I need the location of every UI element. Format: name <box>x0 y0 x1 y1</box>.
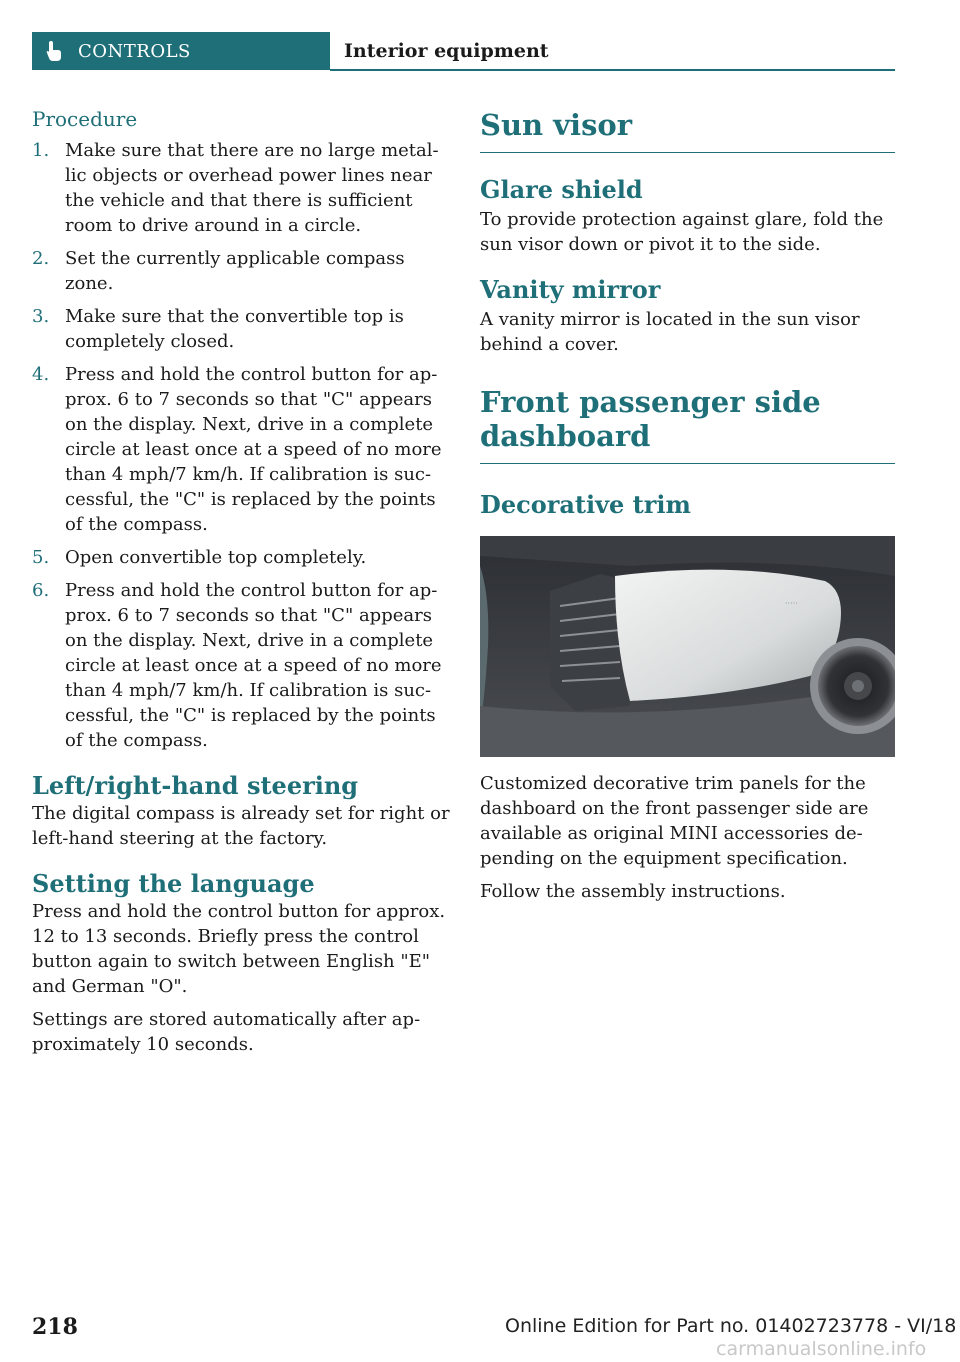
right-column <box>480 106 895 912</box>
section-rule <box>480 152 895 153</box>
trim-heading: Decorative trim <box>480 490 691 519</box>
sun-visor-heading: Sun visor <box>480 108 633 142</box>
procedure-steps <box>32 138 450 753</box>
trim-instructions: Follow the assembly instructions. <box>480 881 786 902</box>
step-text: Press and hold the control button for approx. 6 to 7 seconds so that "C" appears on the display. Next, drive in a complete circle at least once at a speed of no more than 4 mph/7 km/h. If calibration is successful, the "C" is replaced by the points of the compass. <box>65 364 442 535</box>
pointing-hand-icon <box>42 39 66 63</box>
list-item <box>32 545 450 570</box>
decorative-trim-photo <box>480 536 895 757</box>
step-number: 3. <box>32 306 50 327</box>
list-item <box>32 246 450 296</box>
section-label: CONTROLS <box>78 40 191 62</box>
glare-heading: Glare shield <box>480 175 643 204</box>
step-text: Make sure that the convertible top is completely closed. <box>65 306 404 352</box>
trim-text: Customized decorative trim panels for the dashboard on the front passenger side are available as original MINI accessories depending on the equipment specification. <box>480 773 869 869</box>
dashboard-heading: Front passenger side dashboard <box>480 385 821 453</box>
svg-text:·····: ····· <box>785 599 798 608</box>
vanity-text: A vanity mirror is located in the sun visor behind a cover. <box>480 309 860 355</box>
watermark: carmanualsonline.info <box>716 1338 927 1360</box>
step-number: 2. <box>32 248 50 269</box>
step-number: 6. <box>32 580 50 601</box>
language-heading: Setting the language <box>32 869 315 898</box>
glare-text: To provide protection against glare, fold the sun visor down or pivot it to the side. <box>480 209 884 255</box>
page-header <box>32 32 895 71</box>
step-number: 5. <box>32 547 50 568</box>
procedure-heading: Procedure <box>32 107 138 131</box>
section-rule <box>480 463 895 464</box>
section-tab <box>32 32 330 70</box>
chapter-title: Interior equipment <box>344 40 549 62</box>
step-number: 1. <box>32 140 50 161</box>
vanity-heading: Vanity mirror <box>480 275 661 304</box>
step-text: Press and hold the control button for approx. 6 to 7 seconds so that "C" appears on the display. Next, drive in a complete circle at least once at a speed of no more than 4 mph/7 km/h. If calibration is successful, the "C" is replaced by the points of the compass. <box>65 580 442 751</box>
header-rule <box>330 69 895 71</box>
list-item <box>32 578 450 753</box>
step-text: Open convertible top completely. <box>65 547 367 568</box>
language-text: Press and hold the control button for approx. 12 to 13 seconds. Briefly press the control button again to switch between English "E" and German "O". <box>32 901 446 997</box>
steering-text: The digital compass is already set for right or left-hand steering at the factory. <box>32 803 450 849</box>
list-item <box>32 362 450 537</box>
left-column <box>32 106 450 1065</box>
step-number: 4. <box>32 364 50 385</box>
language-note: Settings are stored automatically after approximately 10 seconds. <box>32 1009 421 1055</box>
step-text: Set the currently applicable compass zone. <box>65 248 405 294</box>
list-item <box>32 138 450 238</box>
list-item <box>32 304 450 354</box>
steering-heading: Left/right-hand steering <box>32 771 359 800</box>
step-text: Make sure that there are no large metallic objects or overhead power lines near the vehicle and that there is sufficient room to drive around in a circle. <box>65 140 439 236</box>
page-number: 218 <box>32 1314 78 1340</box>
edition-note: Online Edition for Part no. 01402723778 - VI/18 <box>505 1315 957 1337</box>
